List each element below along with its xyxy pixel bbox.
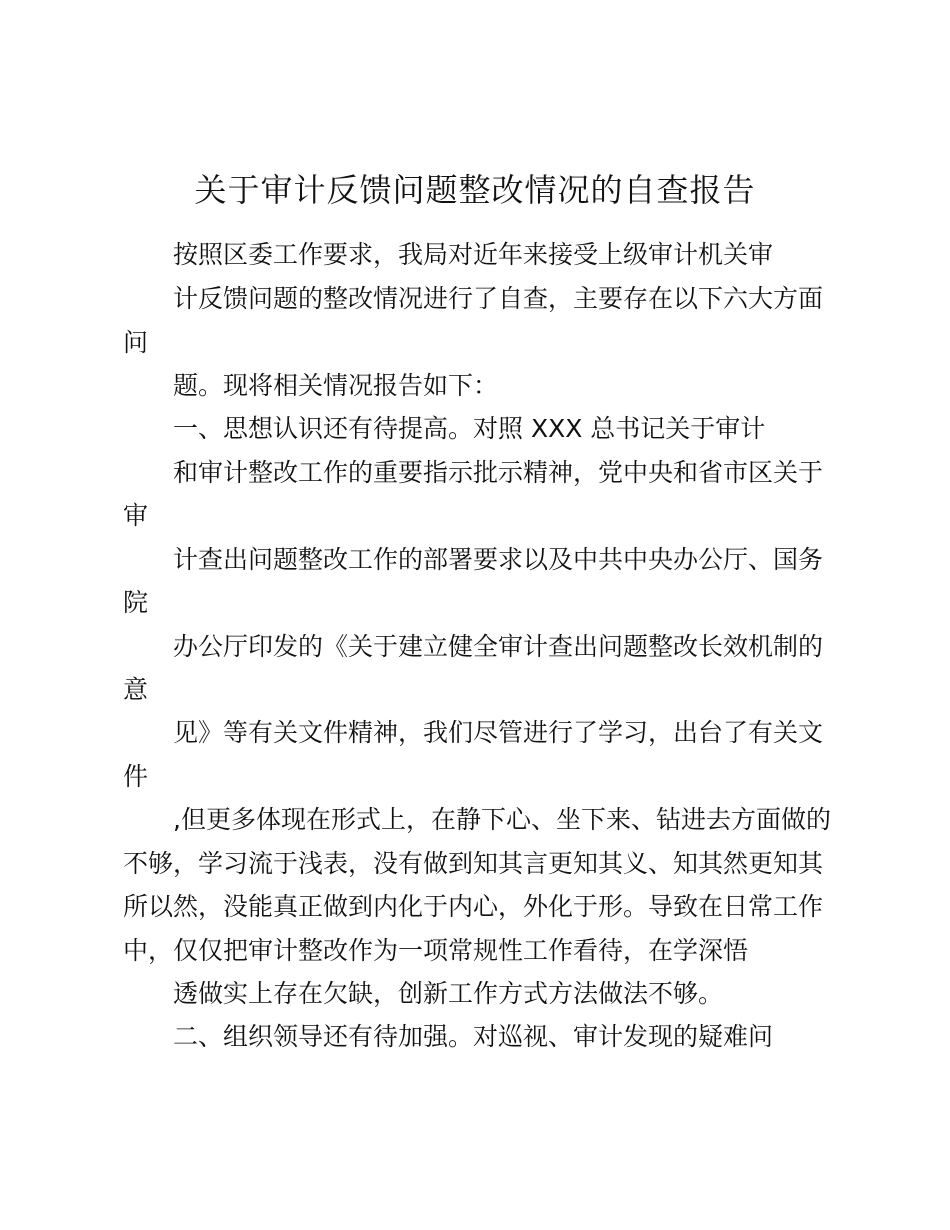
body-line: 不够，学习流于浅表，没有做到知其言更知其义、知其然更知其: [123, 849, 824, 878]
body-line: 二、组织领导还有待加强。对巡视、审计发现的疑难问: [173, 1022, 774, 1051]
body-line: 按照区委工作要求，我局对近年来接受上级审计机关审: [173, 240, 774, 269]
body-line: 审: [123, 501, 149, 530]
body-line: 见》等有关文件精神，我们尽管进行了学习，出台了有关文: [173, 718, 824, 747]
body-line: 中，仅仅把审计整改作为一项常规性工作看待，在学深悟: [123, 936, 749, 965]
body-line: 题。现将相关情况报告如下：: [173, 371, 499, 400]
body-line: 所以然，没能真正做到内化于内心，外化于形。导致在日常工作: [123, 892, 824, 921]
body-line: 意: [123, 675, 149, 704]
body-line: 院: [123, 588, 149, 617]
body-line: 透做实上存在欠缺，创新工作方式方法做法不够。: [173, 979, 724, 1008]
body-line: 件: [123, 762, 149, 791]
body-line: 一、思想认识还有待提高。对照 XXX 总书记关于审计: [173, 414, 766, 443]
body-line: ,但更多体现在形式上，在静下心、坐下来、钻进去方面做的: [173, 805, 831, 834]
body-line: 办公厅印发的《关于建立健全审计查出问题整改长效机制的: [173, 632, 824, 661]
body-line: 和审计整改工作的重要指示批示精神，党中央和省市区关于: [173, 458, 824, 487]
document-title: 关于审计反馈问题整改情况的自查报告: [194, 171, 756, 209]
body-line: 计反馈问题的整改情况进行了自查，主要存在以下六大方面: [173, 284, 824, 313]
body-line: 计查出问题整改工作的部署要求以及中共中央办公厅、国务: [173, 545, 824, 574]
body-line: 问: [123, 328, 149, 357]
